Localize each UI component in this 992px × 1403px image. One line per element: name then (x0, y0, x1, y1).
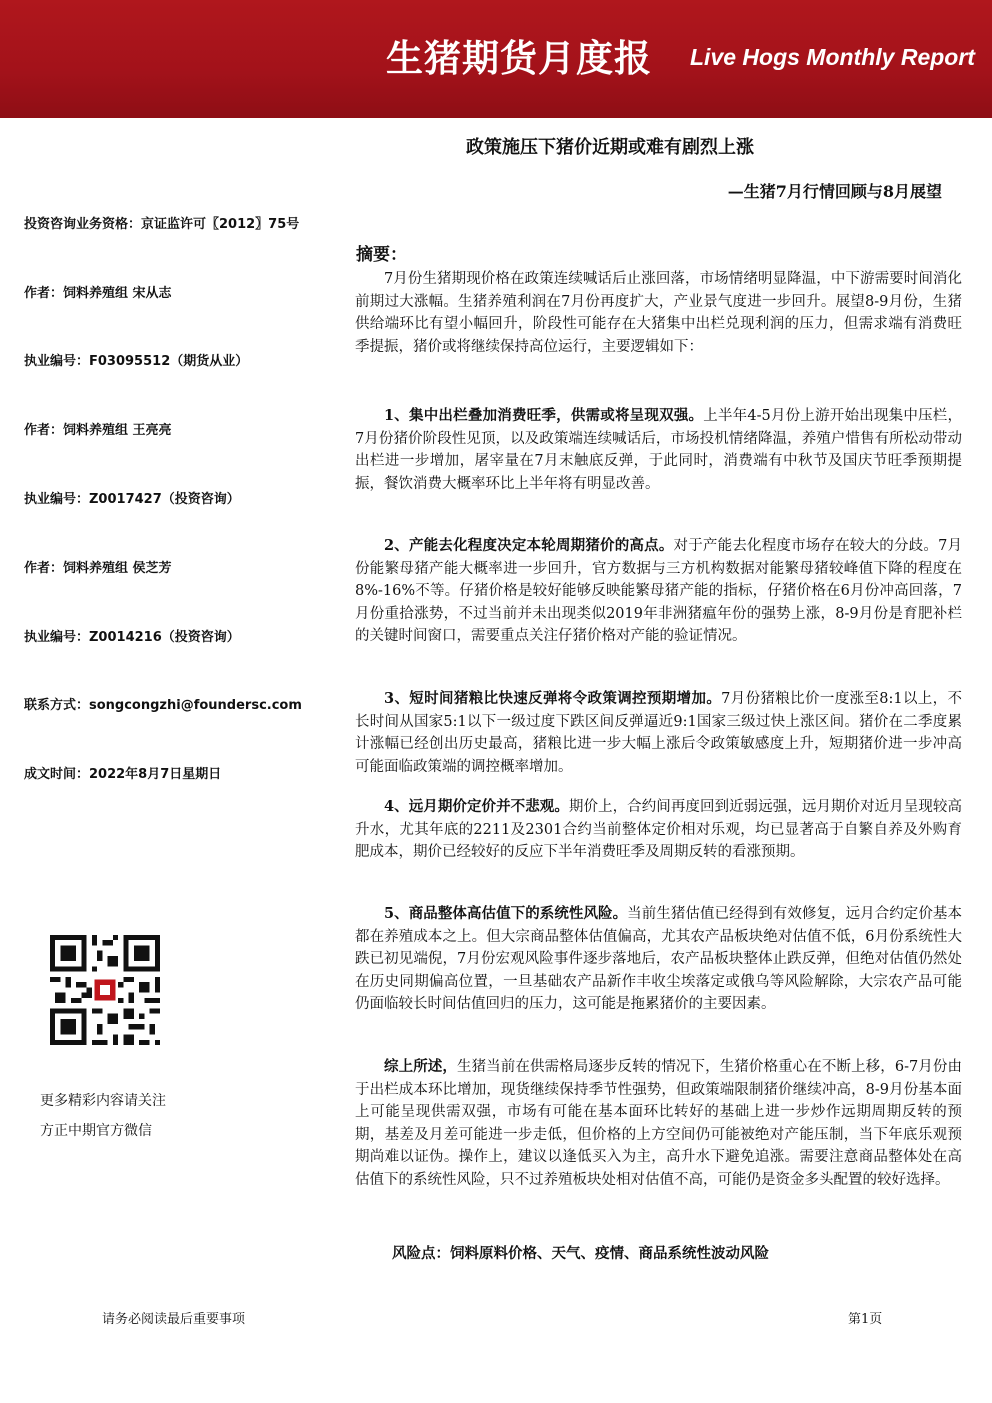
point-3 (355, 688, 962, 778)
point-4-text: 期价上，合约间再度回到近弱远强，远月期价对近月呈现较高升水，尤其年底的2211及2301合约当前整体定价相对乐观，均已显著高于自繁自养及外购育肥成本，期价已经较好的反应下半年消费旺季及周期反转的看涨预期。 (355, 799, 962, 861)
author-1: 作者：饲料养殖组 宋从志 (24, 286, 172, 301)
banner-title-cn: 生猪期货月度报 (386, 37, 652, 80)
cert-number-3: 执业编号：Z0014216（投资咨询） (24, 630, 240, 645)
banner-title-en: Live Hogs Monthly Report (690, 44, 975, 70)
point-4 (355, 796, 962, 864)
contact-info: 联系方式：songcongzhi@foundersc.com (24, 698, 302, 713)
page-number: 第1页 (848, 1312, 883, 1327)
summary (355, 1056, 962, 1192)
abstract-intro (355, 268, 962, 358)
license-info: 投资咨询业务资格：京证监许可〖2012〗75号 (24, 217, 300, 232)
point-1-heading: 1、集中出栏叠加消费旺季，供需或将呈现双强。 (384, 407, 704, 424)
point-5-heading: 5、商品整体高估值下的系统性风险。 (384, 905, 628, 922)
point-1 (355, 405, 962, 495)
report-title: 政策施压下猪价近期或难有剧烈上涨 (466, 137, 754, 158)
abstract-heading: 摘要： (356, 245, 407, 265)
cert-number-1: 执业编号：F03095512（期货从业） (24, 354, 249, 369)
risk-points: 风险点：饲料原料价格、天气、疫情、商品系统性波动风险 (392, 1245, 769, 1262)
point-3-heading: 3、短时间猪粮比快速反弹将令政策调控预期增加。 (384, 690, 722, 707)
wechat-qr-code (50, 935, 160, 1045)
report-banner (0, 0, 992, 118)
author-3: 作者：饲料养殖组 侯芝芳 (24, 561, 172, 576)
author-2: 作者：饲料养殖组 王亮亮 (24, 423, 172, 438)
point-5-text: 当前生猪估值已经得到有效修复，远月合约定价基本都在养殖成本之上。但大宗商品整体估值偏高，尤其农产品板块绝对估值不低，6月份系统性大跌已初见端倪，7月份宏观风险事件逐步落地后，农产品板块整体止跌反弹，但绝对估值仍然处在历史同期偏高位置，一旦基础农产品新作丰收尘埃落定或俄乌等风险解除，大宗农产品可能仍面临较长时间估值回归的压力，这可能是拖累猪价的主要因素。 (355, 906, 962, 1013)
point-5 (355, 903, 962, 1016)
point-2 (355, 535, 962, 648)
follow-text-1: 更多精彩内容请关注 (40, 1093, 166, 1109)
report-subtitle: —生猪7月行情回顾与8月展望 (727, 182, 942, 201)
point-1-text: 上半年4-5月份上游开始出现集中压栏，7月份猪价阶段性见顶，以及政策端连续喊话后，市场投机情绪降温，养殖户惜售有所松动带动出栏进一步增加，屠宰量在7月末触底反弹，于此同时，消费端有中秋节及国庆节旺季预期提振，餐饮消费大概率环比上半年将有明显改善。 (355, 408, 962, 492)
point-2-text: 对于产能去化程度市场存在较大的分歧。7月份能繁母猪产能大概率进一步回升，官方数据与三方机构数据对能繁母猪较峰值下降的程度在8%-16%不等。仔猪价格是较好能够反映能繁母猪产能的指标，仔猪价格在6月份冲高回落，7月份重拾涨势，不过当前并未出现类似2019年非洲猪瘟年份的强势上涨，8-9月份是育肥补栏的关键时间窗口，需要重点关注仔猪价格对产能的验证情况。 (355, 538, 962, 645)
summary-heading: 综上所述， (384, 1058, 457, 1075)
report-date: 成文时间：2022年8月7日星期日 (24, 767, 222, 782)
point-3-text: 7月份猪粮比价一度涨至8:1以上，不长时间从国家5:1以下一级过度下跌区间反弹逼近9:1国家三级过快上涨区间。猪价在二季度累计涨幅已经创出历史最高，猪粮比进一步大幅上涨后令政策敏感度上升，短期猪价进一步冲高可能面临政策端的调控概率增加。 (355, 691, 962, 775)
follow-text-2: 方正中期官方微信 (40, 1123, 152, 1139)
point-4-heading: 4、远月期价定价并不悲观。 (384, 798, 569, 815)
cert-number-2: 执业编号：Z0017427（投资咨询） (24, 492, 240, 507)
intro-text: 7月份生猪期现价格在政策连续喊话后止涨回落，市场情绪明显降温，中下游需要时间消化前期过大涨幅。生猪养殖利润在7月份再度扩大，产业景气度进一步回升。展望8-9月份，生猪供给端环比有望小幅回升，阶段性可能存在大猪集中出栏兑现利润的压力，但需求端有消费旺季提振，猪价或将继续保持高位运行，主要逻辑如下： (355, 271, 962, 355)
footer-notice: 请务必阅读最后重要事项 (102, 1312, 246, 1327)
point-2-heading: 2、产能去化程度决定本轮周期猪价的高点。 (384, 537, 674, 554)
summary-text: 生猪当前在供需格局逐步反转的情况下，生猪价格重心在不断上移，6-7月份由于出栏成本环比增加，现货继续保持季节性强势，但政策端限制猪价继续冲高，8-9月份基本面上可能呈现供需双强，市场有可能在基本面环比转好的基础上进一步炒作远期周期反转的预期，基差及月差可能进一步走低，但价格的上方空间仍可能被绝对产能压制，当下年底乐观预期尚难以证伪。操作上，建议以逢低买入为主，高升水下避免追涨。需要注意商品整体处在高估值下的系统性风险，只不过养殖板块处相对估值不高，可能仍是资金多头配置的较好选择。 (355, 1059, 962, 1188)
